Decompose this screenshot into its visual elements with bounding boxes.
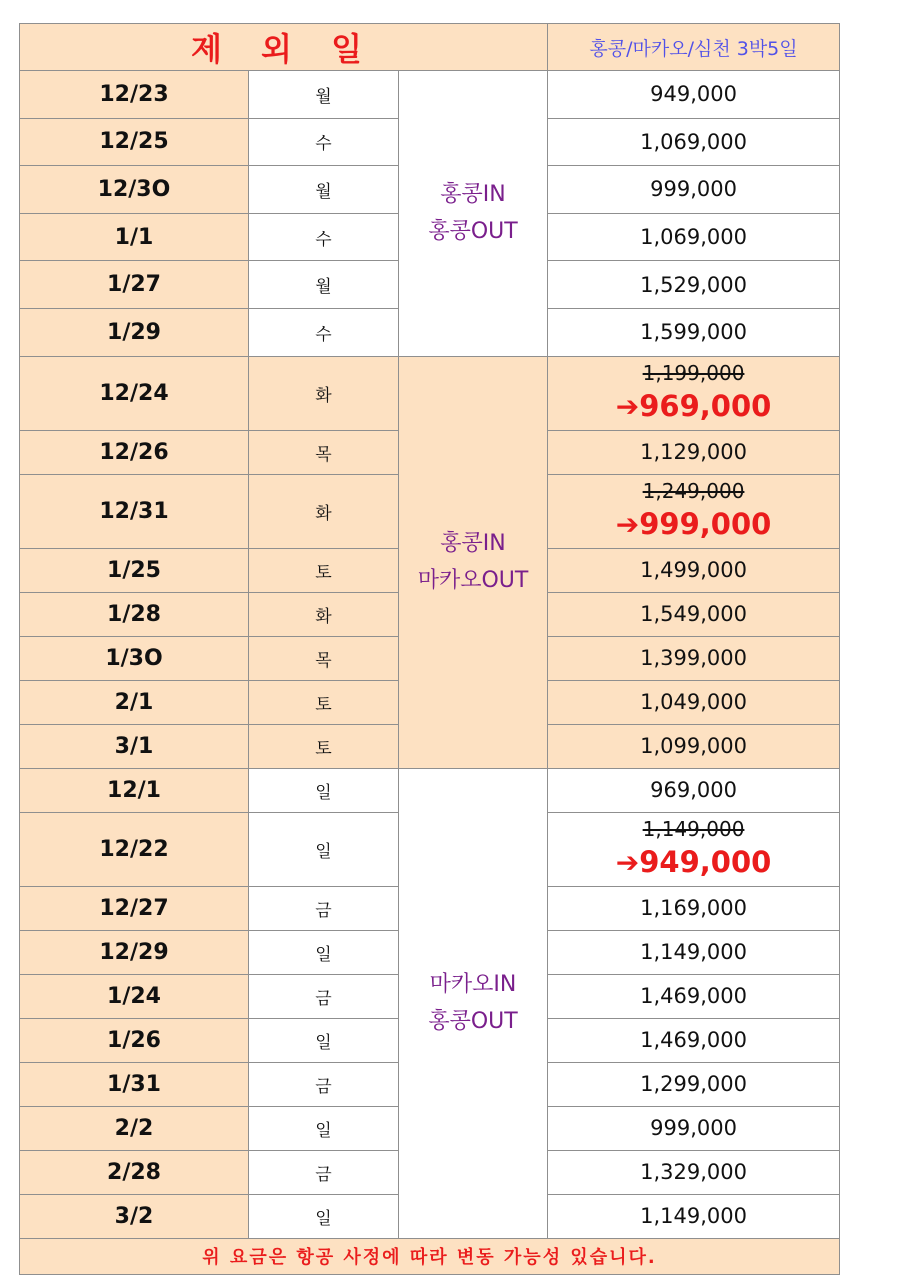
- page-title: 제 외 일: [20, 24, 548, 71]
- price-cell: 1,469,000: [548, 974, 840, 1018]
- weekday: 화: [249, 592, 399, 636]
- weekday: 일: [249, 812, 399, 886]
- price-cell: 1,499,000: [548, 548, 840, 592]
- price-cell: 949,000: [548, 71, 840, 119]
- price-cell: [548, 356, 840, 430]
- route-in: 홍콩IN: [440, 182, 506, 208]
- price-cell: 1,529,000: [548, 261, 840, 309]
- discount-price-line: [548, 842, 839, 883]
- weekday: 금: [249, 1150, 399, 1194]
- table-row: [20, 768, 840, 812]
- price-cell: 1,069,000: [548, 213, 840, 261]
- departure-date: 12/3O: [20, 166, 249, 214]
- departure-date: 2/1: [20, 680, 249, 724]
- weekday: 금: [249, 974, 399, 1018]
- departure-date: 1/26: [20, 1018, 249, 1062]
- right-arrow-icon: ➔: [615, 845, 640, 879]
- weekday: 월: [249, 166, 399, 214]
- price-cell: 1,149,000: [548, 1194, 840, 1238]
- price-cell: 1,299,000: [548, 1062, 840, 1106]
- departure-date: 3/2: [20, 1194, 249, 1238]
- package-subtitle: 홍콩/마카오/심천 3박5일: [548, 24, 840, 71]
- discount-price: 999,000: [639, 506, 772, 541]
- price-cell: 1,049,000: [548, 680, 840, 724]
- weekday: 수: [249, 118, 399, 166]
- price-cell: 999,000: [548, 1106, 840, 1150]
- weekday: 목: [249, 430, 399, 474]
- departure-date: 12/1: [20, 768, 249, 812]
- weekday: 월: [249, 71, 399, 119]
- route-cell: [399, 768, 548, 1238]
- discount-price: 949,000: [639, 844, 772, 879]
- departure-date: 12/22: [20, 812, 249, 886]
- weekday: 일: [249, 1106, 399, 1150]
- price-cell: 1,099,000: [548, 724, 840, 768]
- price-cell: [548, 474, 840, 548]
- price-cell: 999,000: [548, 166, 840, 214]
- weekday: 수: [249, 213, 399, 261]
- discount-price: 969,000: [639, 388, 772, 423]
- departure-date: 1/24: [20, 974, 249, 1018]
- weekday: 토: [249, 548, 399, 592]
- route-out: 홍콩OUT: [428, 219, 518, 245]
- weekday: 일: [249, 1194, 399, 1238]
- route-in: 마카오IN: [429, 972, 517, 998]
- route-cell: [399, 356, 548, 768]
- price-cell: 1,129,000: [548, 430, 840, 474]
- price-cell: 1,169,000: [548, 886, 840, 930]
- footer-row: [20, 1238, 840, 1274]
- weekday: 금: [249, 1062, 399, 1106]
- route-out: 홍콩OUT: [428, 1009, 518, 1035]
- weekday: 월: [249, 261, 399, 309]
- weekday: 일: [249, 930, 399, 974]
- departure-date: 12/26: [20, 430, 249, 474]
- fare-table: [19, 23, 840, 1275]
- discount-price-line: [548, 504, 839, 545]
- weekday: 화: [249, 474, 399, 548]
- original-price: 1,149,000: [642, 816, 745, 841]
- departure-date: 12/27: [20, 886, 249, 930]
- weekday: 금: [249, 886, 399, 930]
- departure-date: 2/28: [20, 1150, 249, 1194]
- original-price: 1,249,000: [642, 478, 745, 503]
- departure-date: 2/2: [20, 1106, 249, 1150]
- departure-date: 3/1: [20, 724, 249, 768]
- weekday: 일: [249, 1018, 399, 1062]
- departure-date: 1/25: [20, 548, 249, 592]
- discount-price-line: [548, 386, 839, 427]
- weekday: 수: [249, 308, 399, 356]
- weekday: 토: [249, 724, 399, 768]
- departure-date: 12/29: [20, 930, 249, 974]
- table-row: [20, 356, 840, 430]
- price-cell: 1,329,000: [548, 1150, 840, 1194]
- weekday: 일: [249, 768, 399, 812]
- departure-date: 12/24: [20, 356, 249, 430]
- price-cell: 1,399,000: [548, 636, 840, 680]
- departure-date: 1/3O: [20, 636, 249, 680]
- table-row: [20, 71, 840, 119]
- departure-date: 1/28: [20, 592, 249, 636]
- departure-date: 12/31: [20, 474, 249, 548]
- weekday: 목: [249, 636, 399, 680]
- route-in: 홍콩IN: [440, 531, 506, 557]
- price-cell: 1,069,000: [548, 118, 840, 166]
- price-cell: [548, 812, 840, 886]
- departure-date: 12/23: [20, 71, 249, 119]
- price-cell: 1,599,000: [548, 308, 840, 356]
- departure-date: 1/1: [20, 213, 249, 261]
- departure-date: 12/25: [20, 118, 249, 166]
- price-cell: 1,469,000: [548, 1018, 840, 1062]
- departure-date: 1/27: [20, 261, 249, 309]
- weekday: 화: [249, 356, 399, 430]
- route-cell: [399, 71, 548, 357]
- price-cell: 1,549,000: [548, 592, 840, 636]
- departure-date: 1/31: [20, 1062, 249, 1106]
- price-cell: 1,149,000: [548, 930, 840, 974]
- weekday: 토: [249, 680, 399, 724]
- price-cell: 969,000: [548, 768, 840, 812]
- departure-date: 1/29: [20, 308, 249, 356]
- fare-notice: 위 요금은 항공 사정에 따라 변동 가능성 있습니다.: [20, 1238, 840, 1274]
- route-out: 마카오OUT: [417, 568, 529, 594]
- right-arrow-icon: ➔: [615, 389, 640, 423]
- original-price: 1,199,000: [642, 360, 745, 385]
- right-arrow-icon: ➔: [615, 507, 640, 541]
